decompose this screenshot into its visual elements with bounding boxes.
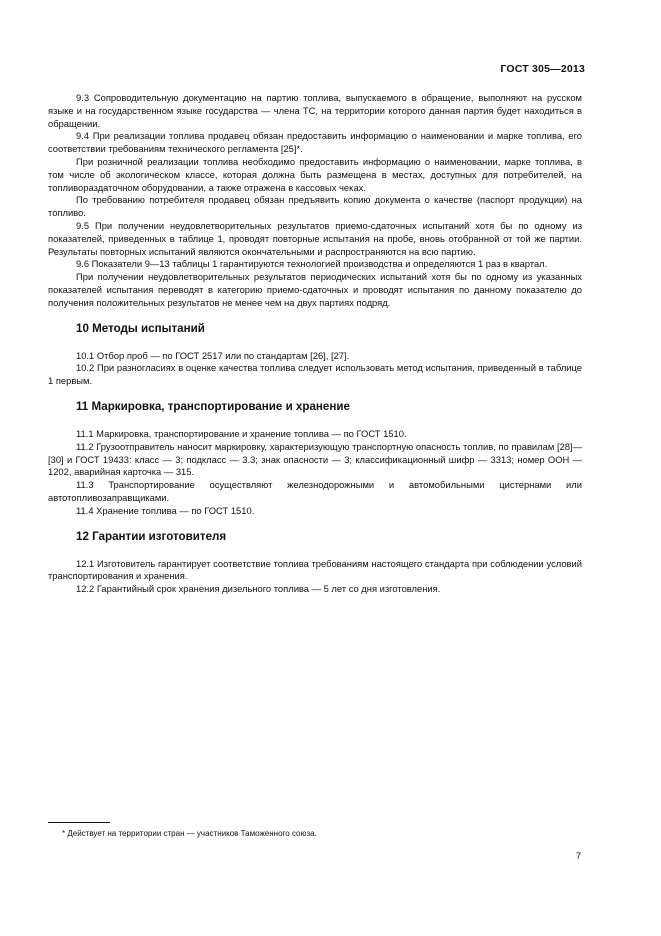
section-title-11: 11 Маркировка, транспортирование и хранение xyxy=(76,399,350,413)
section-title-12: 12 Гарантии изготовителя xyxy=(76,529,227,543)
page-header: ГОСТ 305—2013 xyxy=(500,63,585,75)
paragraph-retail-info: При розничной реализации топлива необходимо предоставить информацию о наименовании, марке топлива, в том числе об экологическом классе, которая должна быть размещена в местах, доступных для потребителей, на топливораздаточном оборудовании, а также отражена в кассовых чеках. xyxy=(48,155,582,193)
paragraph-9-3: 9.3 Сопроводительную документацию на партию топлива, выпускаемого в обращение, выполняют на русском языке и на государственном языке государства — члена ТС, на территории которого данная партия будет находиться в обращении. xyxy=(48,92,582,129)
paragraph-10-2: 10.2 При разногласиях в оценке качества топлива следует использовать метод испытания, приведенный в таблице 1 первым. xyxy=(48,362,582,387)
paragraph-12-2: 12.2 Гарантийный срок хранения дизельного топлива — 5 лет со дня изготовления. xyxy=(76,583,441,595)
page-number: 7 xyxy=(575,851,581,861)
paragraph-12-1: 12.1 Изготовитель гарантирует соответствие топлива требованиям настоящего стандарта при соблюдении условий транспортирования и хранения. xyxy=(48,557,582,582)
paragraph-11-3: 11.3 Транспортирование осуществляют железнодорожными и автомобильными цистернами или автотопливозаправщиками. xyxy=(48,479,582,503)
paragraph-9-6: 9.6 Показатели 9—13 таблицы 1 гарантируются технологией производства и определяются 1 раз в квартал. xyxy=(76,258,548,270)
paragraph-10-1: 10.1 Отбор проб — по ГОСТ 2517 или по стандартам [26], [27]. xyxy=(76,349,350,361)
paragraph-9-4: 9.4 При реализации топлива продавец обязан предоставить информацию о наименовании и марке топлива, его соответствии требованиям технического регламента [25]*. xyxy=(48,130,582,155)
paragraph-11-1: 11.1 Маркировка, транспортирование и хранение топлива — по ГОСТ 1510. xyxy=(76,427,407,439)
footnote-separator xyxy=(48,822,110,823)
paragraph-9-5: 9.5 При получении неудовлетворительных результатов приемо-сдаточных испытаний хотя бы по одному из показателей, приведенных в таблице 1, проводят повторные испытания на пробе, вновь отобранной от той же партии. Результаты повторных испытаний являются окончательными и распространяются на всю партию. xyxy=(48,219,582,257)
footnote: * Действует на территории стран — участников Таможенного союза. xyxy=(62,829,317,838)
paragraph-quality-document: По требованию потребителя продавец обязан предъявить копию документа о качестве (паспорт продукции) на топливо. xyxy=(48,194,582,219)
paragraph-11-4: 11.4 Хранение топлива — по ГОСТ 1510. xyxy=(76,504,255,516)
paragraph-11-2: 11.2 Грузоотправитель наносит маркировку, характеризующую транспортную опасность топлив, по правилам [28]—[30] и ГОСТ 19433: класс — 3; подкласс — 3.3; знак опасности — 3; классификационный шифр — 3313; номер ООН — 1202, аварийная карточка — 315. xyxy=(48,440,582,478)
paragraph-periodic-tests: При получении неудовлетворительных результатов периодических испытаний хотя бы по одному из указанных показателей испытания переводят в категорию приемо-сдаточных и проводят испытания по данному показателю до получения положительных результатов не менее чем на двух партиях подряд. xyxy=(48,271,582,308)
document-body xyxy=(48,92,582,596)
section-title-10: 10 Методы испытаний xyxy=(76,321,205,335)
